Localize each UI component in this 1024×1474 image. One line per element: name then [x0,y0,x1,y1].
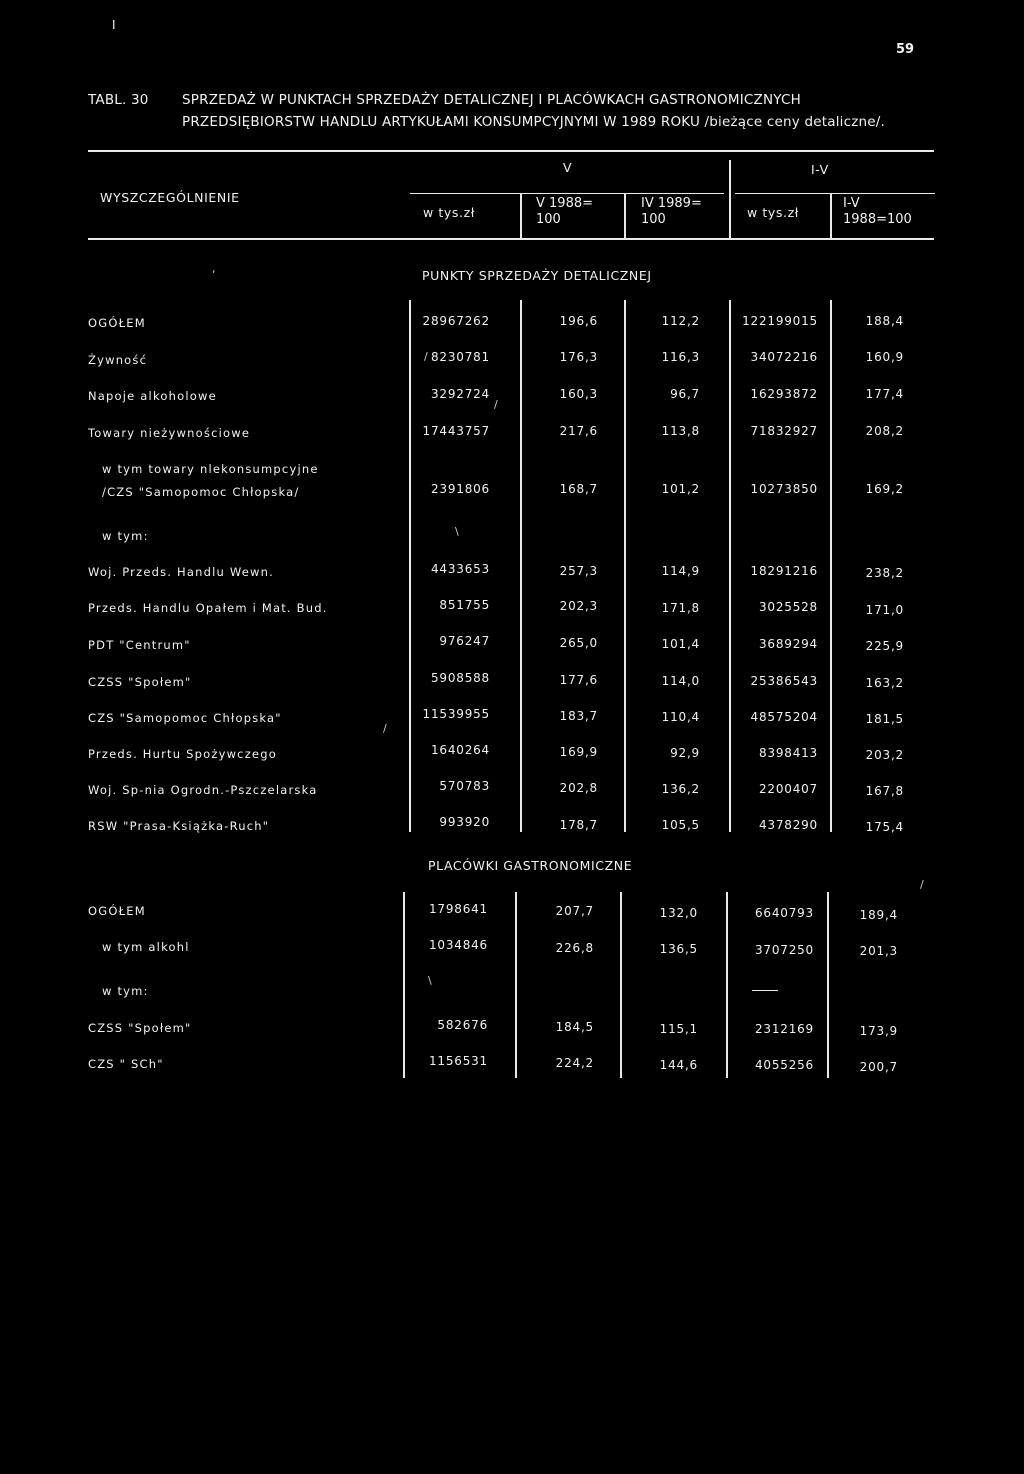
row-label: CZS "Samopomoc Chłopska" [88,711,282,725]
column-rule [624,300,626,832]
column-rule [827,892,829,1078]
cell: 18291216 [750,564,818,578]
row-label: w tym: [102,984,149,998]
cell: 196,6 [559,314,598,328]
row-label: CZS " SCh" [88,1057,164,1071]
col-header-5-line1: I-V [843,196,860,211]
header-top-rule [88,150,934,152]
cell: 207,7 [555,904,594,918]
header-bottom-rule [88,238,934,240]
table-title-line2: PRZEDSIĘBIORSTW HANDLU ARTYKUŁAMI KONSUMPCYJNYMI W 1989 ROKU /bieżące ceny detaliczne/. [182,114,886,130]
scan-speck: , [212,262,216,275]
col-header-2-line1: V 1988= [536,196,594,211]
col-header-4: w tys.zł [747,205,799,220]
column-rule [515,892,517,1078]
cell: 976247 [439,634,490,648]
row-header: WYSZCZEGÓLNIENIE [100,190,240,205]
cell: 114,9 [661,564,700,578]
cell: 101,2 [661,482,700,496]
column-rule [729,300,731,832]
cell: 2391806 [430,482,490,496]
cell: 25386543 [750,674,818,688]
cell: 188,4 [865,314,904,328]
cell: 3689294 [758,637,818,651]
column-rule [620,892,622,1078]
cell: 175,4 [865,820,904,834]
scan-speck: \ [455,525,459,538]
cell: 203,2 [865,748,904,762]
row-label: w tym: [102,529,149,543]
col-header-3-line2: 100 [641,212,666,227]
cell: 115,1 [659,1022,698,1036]
cell: 226,8 [555,941,594,955]
cell: 6640793 [754,906,814,920]
cell: 2312169 [754,1022,814,1036]
cell: 4378290 [758,818,818,832]
cell: 8398413 [758,746,818,760]
row-label: Towary nieżywnościowe [88,426,251,440]
cell: 224,2 [555,1056,594,1070]
row-label: w tym towary nlekonsumpcyjne [102,462,319,476]
cell: 4433653 [430,562,490,576]
header-divider [729,160,731,238]
header-group-rule-v [410,193,724,194]
cell: 178,7 [559,818,598,832]
row-label: w tym alkohl [102,940,190,954]
cell: 208,2 [865,424,904,438]
cell: 201,3 [859,944,898,958]
cell: 96,7 [670,387,700,401]
cell: 238,2 [865,566,904,580]
cell: 183,7 [559,709,598,723]
cell: 3025528 [758,600,818,614]
cell: 173,9 [859,1024,898,1038]
cell: 122199015 [742,314,818,328]
row-label: CZSS "Społem" [88,675,192,689]
cell: 265,0 [559,636,598,650]
cell: 202,8 [559,781,598,795]
col-header-5-line2: 1988=100 [843,212,912,227]
cell: 28967262 [422,314,490,328]
group-header-iv: I-V [811,162,829,177]
cell: 171,0 [865,603,904,617]
header-divider [520,194,522,238]
group-header-v: V [563,160,573,175]
cell: 105,5 [661,818,700,832]
scan-speck: / [424,350,428,363]
cell: 168,7 [559,482,598,496]
row-label: Woj. Sp-nia Ogrodn.-Pszczelarska [88,783,318,797]
page-number: 59 [896,42,915,57]
cell: 189,4 [859,908,898,922]
cell: 4055256 [754,1058,814,1072]
row-label: Woj. Przeds. Handlu Wewn. [88,565,274,579]
cell: 136,2 [661,782,700,796]
table-title-line1: SPRZEDAŻ W PUNKTACH SPRZEDAŻY DETALICZNEJ I PLACÓWKACH GASTRONOMICZNYCH [182,92,801,108]
row-label: OGÓŁEM [88,316,146,330]
cell: 1798641 [428,902,488,916]
cell: 177,6 [559,673,598,687]
cell: 160,3 [559,387,598,401]
row-label: Przeds. Hurtu Spożywczego [88,747,277,761]
cell: 16293872 [750,387,818,401]
header-divider [830,194,832,238]
cell: 169,2 [865,482,904,496]
cell: 184,5 [555,1020,594,1034]
column-rule [520,300,522,832]
col-header-2-line2: 100 [536,212,561,227]
cell: 17443757 [422,424,490,438]
column-rule [403,892,405,1078]
section-title-retail: PUNKTY SPRZEDAŻY DETALICZNEJ [422,268,652,283]
cell: 176,3 [559,350,598,364]
cell: 5908588 [430,671,490,685]
scan-speck: / [494,398,498,411]
cell: 116,3 [661,350,700,364]
header-divider [624,194,626,238]
cell: 3707250 [754,943,814,957]
cell: 169,9 [559,745,598,759]
cell: 113,8 [661,424,700,438]
cell: 110,4 [661,710,700,724]
row-label: CZSS "Społem" [88,1021,192,1035]
cell: 225,9 [865,639,904,653]
row-label: Przeds. Handlu Opałem i Mat. Bud. [88,601,328,615]
cell: 136,5 [659,942,698,956]
cell: 217,6 [559,424,598,438]
cell: 114,0 [661,674,700,688]
column-rule [409,300,411,832]
cell: 48575204 [750,710,818,724]
col-header-1: w tys.zł [423,205,475,220]
section-title-gastro: PLACÓWKI GASTRONOMICZNE [428,858,633,873]
column-rule [726,892,728,1078]
cell: 993920 [439,815,490,829]
cell: 132,0 [659,906,698,920]
cell: 11539955 [422,707,490,721]
cell: 1156531 [428,1054,488,1068]
col-header-3-line1: IV 1989= [641,196,702,211]
cell: 160,9 [865,350,904,364]
cell: 3292724 [430,387,490,401]
cell: 582676 [437,1018,488,1032]
cell: 92,9 [670,746,700,760]
cell: 167,8 [865,784,904,798]
row-label: Napoje alkoholowe [88,389,217,403]
cell: 570783 [439,779,490,793]
row-label: OGÓŁEM [88,904,146,918]
row-label: RSW "Prasa-Książka-Ruch" [88,819,270,833]
cell: 8230781 [430,350,490,364]
cell: 1640264 [430,743,490,757]
cell: 200,7 [859,1060,898,1074]
cell: 851755 [439,598,490,612]
corner-mark: I [112,18,116,32]
column-rule [830,300,832,832]
row-label: Żywność [88,353,148,367]
scan-speck: \ [428,974,432,987]
header-group-rule-iv [735,193,935,194]
cell: 1034846 [428,938,488,952]
cell: 177,4 [865,387,904,401]
cell: 101,4 [661,637,700,651]
scan-dash [752,990,778,991]
cell: 2200407 [758,782,818,796]
cell: 34072216 [750,350,818,364]
cell: 257,3 [559,564,598,578]
cell: 10273850 [750,482,818,496]
cell: 71832927 [750,424,818,438]
table-label: TABL. 30 [88,92,149,108]
cell: 171,8 [661,601,700,615]
cell: 202,3 [559,599,598,613]
scan-speck: / [920,878,924,891]
row-label: PDT "Centrum" [88,638,191,652]
cell: 163,2 [865,676,904,690]
row-label: /CZS "Samopomoc Chłopska/ [102,485,300,499]
cell: 181,5 [865,712,904,726]
cell: 112,2 [661,314,700,328]
cell: 144,6 [659,1058,698,1072]
scan-speck: / [383,722,387,735]
